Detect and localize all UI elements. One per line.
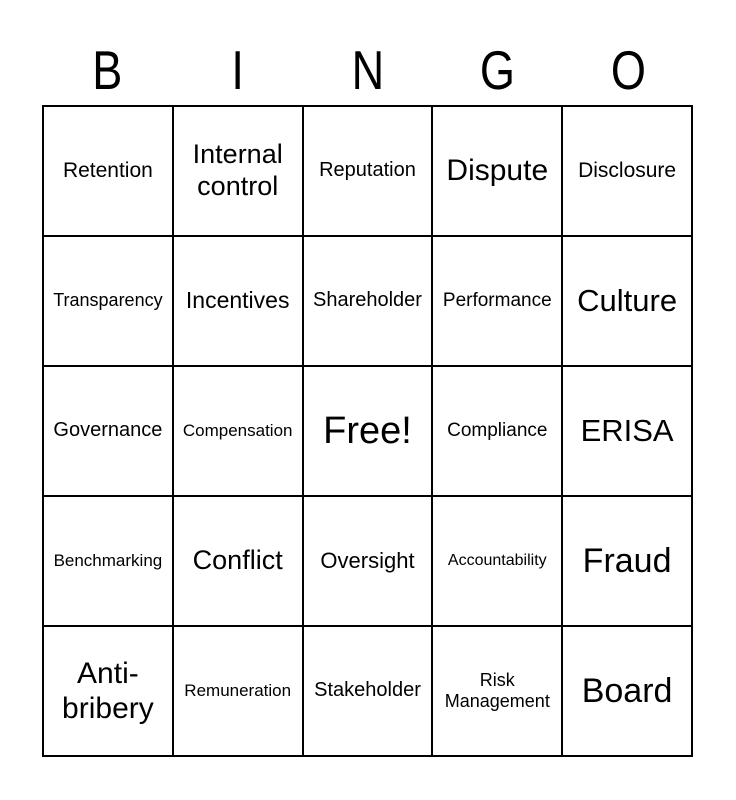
bingo-title <box>42 26 693 100</box>
cell-label: Dispute <box>446 154 549 188</box>
bingo-cell-oversight[interactable] <box>304 497 432 625</box>
bingo-cell-transparency[interactable] <box>44 237 172 365</box>
bingo-cell-conflict[interactable] <box>174 497 302 625</box>
cell-label: Risk Management <box>444 669 550 711</box>
cell-label: Disclosure <box>578 158 677 182</box>
cell-label: Incentives <box>185 287 290 314</box>
cell-label: Fraud <box>582 541 672 580</box>
title-letter-o: O <box>610 39 646 101</box>
bingo-cell-accountability[interactable] <box>433 497 561 625</box>
cell-label: Governance <box>53 419 163 442</box>
bingo-cell-governance[interactable] <box>44 367 172 495</box>
bingo-cell-compensation[interactable] <box>174 367 302 495</box>
bingo-cell-stakeholder[interactable] <box>304 627 432 755</box>
bingo-cell-retention[interactable] <box>44 107 172 235</box>
bingo-cell-remuneration[interactable] <box>174 627 302 755</box>
bingo-cell-reputation[interactable] <box>304 107 432 235</box>
cell-label: Compliance <box>447 419 548 441</box>
cell-label: Reputation <box>319 159 416 182</box>
title-letter-n: N <box>351 39 384 101</box>
cell-label: Internal control <box>192 139 283 201</box>
cell-label: Conflict <box>192 545 283 576</box>
bingo-cell-performance[interactable] <box>433 237 561 365</box>
cell-label: Culture <box>577 282 678 318</box>
cell-label: Performance <box>442 289 552 311</box>
bingo-cell-dispute[interactable] <box>433 107 561 235</box>
bingo-cell-free-space[interactable] <box>304 367 432 495</box>
bingo-cell-internal-control[interactable] <box>174 107 302 235</box>
cell-label: Anti-bribery <box>62 656 154 725</box>
cell-label: Oversight <box>320 548 415 574</box>
bingo-cell-anti-bribery[interactable] <box>44 627 172 755</box>
bingo-cell-benchmarking[interactable] <box>44 497 172 625</box>
cell-label: Stakeholder <box>314 679 421 702</box>
bingo-cell-incentives[interactable] <box>174 237 302 365</box>
cell-label: Free! <box>323 409 412 452</box>
bingo-cell-risk-management[interactable] <box>433 627 561 755</box>
bingo-cell-compliance[interactable] <box>433 367 561 495</box>
cell-label: ERISA <box>580 412 674 448</box>
title-letter-b: B <box>92 39 123 101</box>
title-letter-i: I <box>231 39 244 101</box>
cell-label: Shareholder <box>313 289 422 312</box>
title-letter-g: G <box>480 39 516 101</box>
cell-label: Board <box>581 671 673 710</box>
cell-label: Compensation <box>182 420 293 440</box>
bingo-cell-fraud[interactable] <box>563 497 691 625</box>
bingo-cell-erisa[interactable] <box>563 367 691 495</box>
bingo-grid <box>42 105 693 757</box>
bingo-cell-culture[interactable] <box>563 237 691 365</box>
cell-label: Accountability <box>447 551 547 569</box>
cell-label: Transparency <box>53 290 163 311</box>
bingo-cell-shareholder[interactable] <box>304 237 432 365</box>
cell-label: Remuneration <box>184 680 292 700</box>
cell-label: Retention <box>62 158 153 182</box>
cell-label: Benchmarking <box>53 550 163 570</box>
bingo-cell-disclosure[interactable] <box>563 107 691 235</box>
bingo-cell-board[interactable] <box>563 627 691 755</box>
